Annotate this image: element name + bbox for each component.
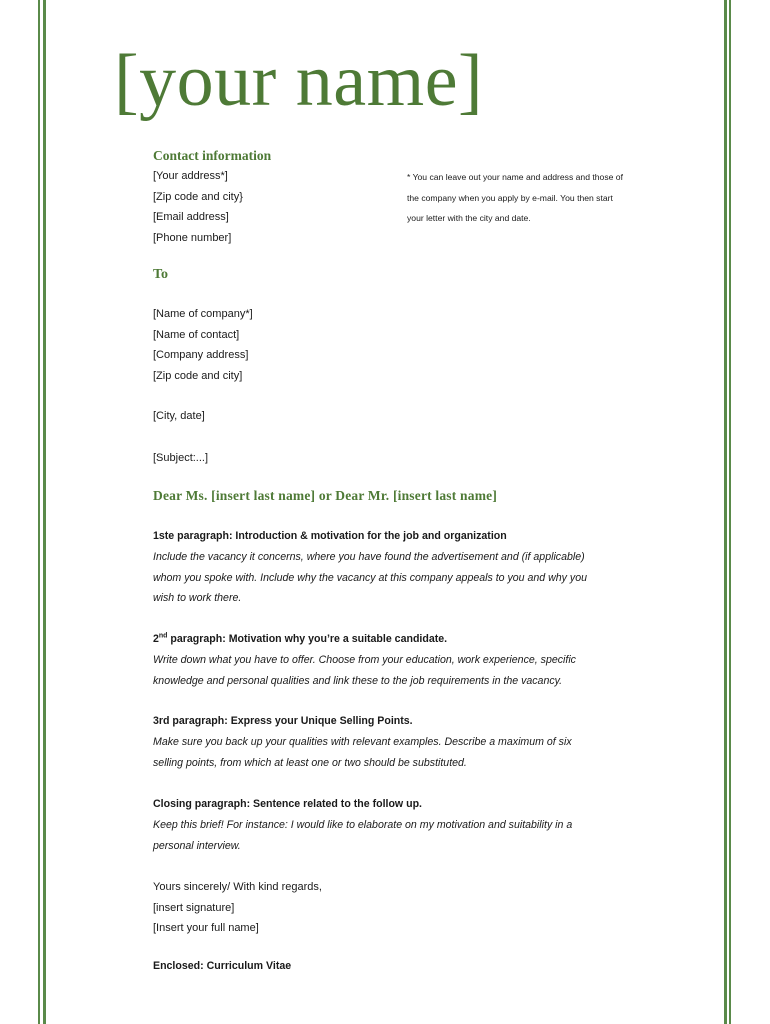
recipient-zip-city: [Zip code and city] [153,369,243,382]
contact-heading: Contact information [153,148,272,163]
note-line: the company when you apply by e-mail. You then start [407,192,613,203]
contact-address: [Your address*] [153,170,228,182]
recipient-contact: [Name of contact] [153,328,240,341]
contact-email: [Email address] [153,211,229,224]
full-name-placeholder: [Insert your full name] [153,922,259,935]
recipient-lines [153,304,253,386]
page-border-left-inner [43,0,46,1024]
paragraph-title: 1ste paragraph: Introduction & motivation for the job and organization [153,530,507,542]
recipient-address: [Company address] [153,349,249,362]
recipient-company: [Name of company*] [153,308,253,320]
signature-placeholder: [insert signature] [153,901,235,914]
paragraph-title-text: paragraph: Motivation why you’re a suitable candidate. [167,633,448,645]
paragraph-3 [153,711,633,773]
paragraph-line: whom you spoke with. Include why the vacancy at this company appeals to you and why you [153,571,587,584]
salutation: Dear Ms. [insert last name] or Dear Mr. [insert last name] [153,488,498,503]
note-line: * You can leave out your name and address and those of [407,172,623,182]
closing-lines [153,877,322,939]
sign-off: Yours sincerely/ With kind regards, [153,881,322,893]
paragraph-body [153,732,633,773]
paragraph-number: 2 [153,633,159,645]
paragraph-1 [153,526,633,609]
contact-lines [153,166,243,248]
paragraph-line: Keep this brief! For instance: I would like to elaborate on my motivation and suitability in a [153,819,573,831]
contact-zip-city: [Zip code and city} [153,190,243,203]
page-border-right-inner [724,0,727,1024]
enclosed-line: Enclosed: Curriculum Vitae [153,960,292,972]
paragraph-line: personal interview. [153,839,241,852]
paragraph-line: Make sure you back up your qualities with relevant examples. Describe a maximum of six [153,736,572,748]
paragraph-line: knowledge and personal qualities and link these to the job requirements in the vacancy. [153,674,563,687]
paragraph-body [153,650,633,691]
city-date: [City, date] [153,410,205,422]
paragraph-2 [153,629,633,691]
recipient-heading: To [153,267,169,282]
paragraph-line: wish to work there. [153,592,242,605]
contact-phone: [Phone number] [153,231,232,244]
address-footnote [407,167,623,229]
closing-paragraph [153,794,633,856]
page-border-left-outer [38,0,40,1024]
ordinal-suffix: nd [158,632,168,640]
paragraph-line: Include the vacancy it concerns, where you have found the advertisement and (if applicable) [153,551,585,563]
paragraph-body [153,815,633,856]
your-name-title: [your name] [114,40,484,122]
subject-line: [Subject:...] [153,452,209,464]
note-line: your letter with the city and date. [407,213,531,223]
paragraph-title [153,629,633,650]
paragraph-line: Write down what you have to offer. Choose from your education, work experience, specific [153,654,576,666]
paragraph-line: selling points, from which at least one or two should be substituted. [153,756,467,769]
paragraph-title: Closing paragraph: Sentence related to the follow up. [153,798,422,810]
page-border-right-outer [729,0,731,1024]
paragraph-body [153,547,633,609]
paragraph-title: 3rd paragraph: Express your Unique Selling Points. [153,715,413,727]
